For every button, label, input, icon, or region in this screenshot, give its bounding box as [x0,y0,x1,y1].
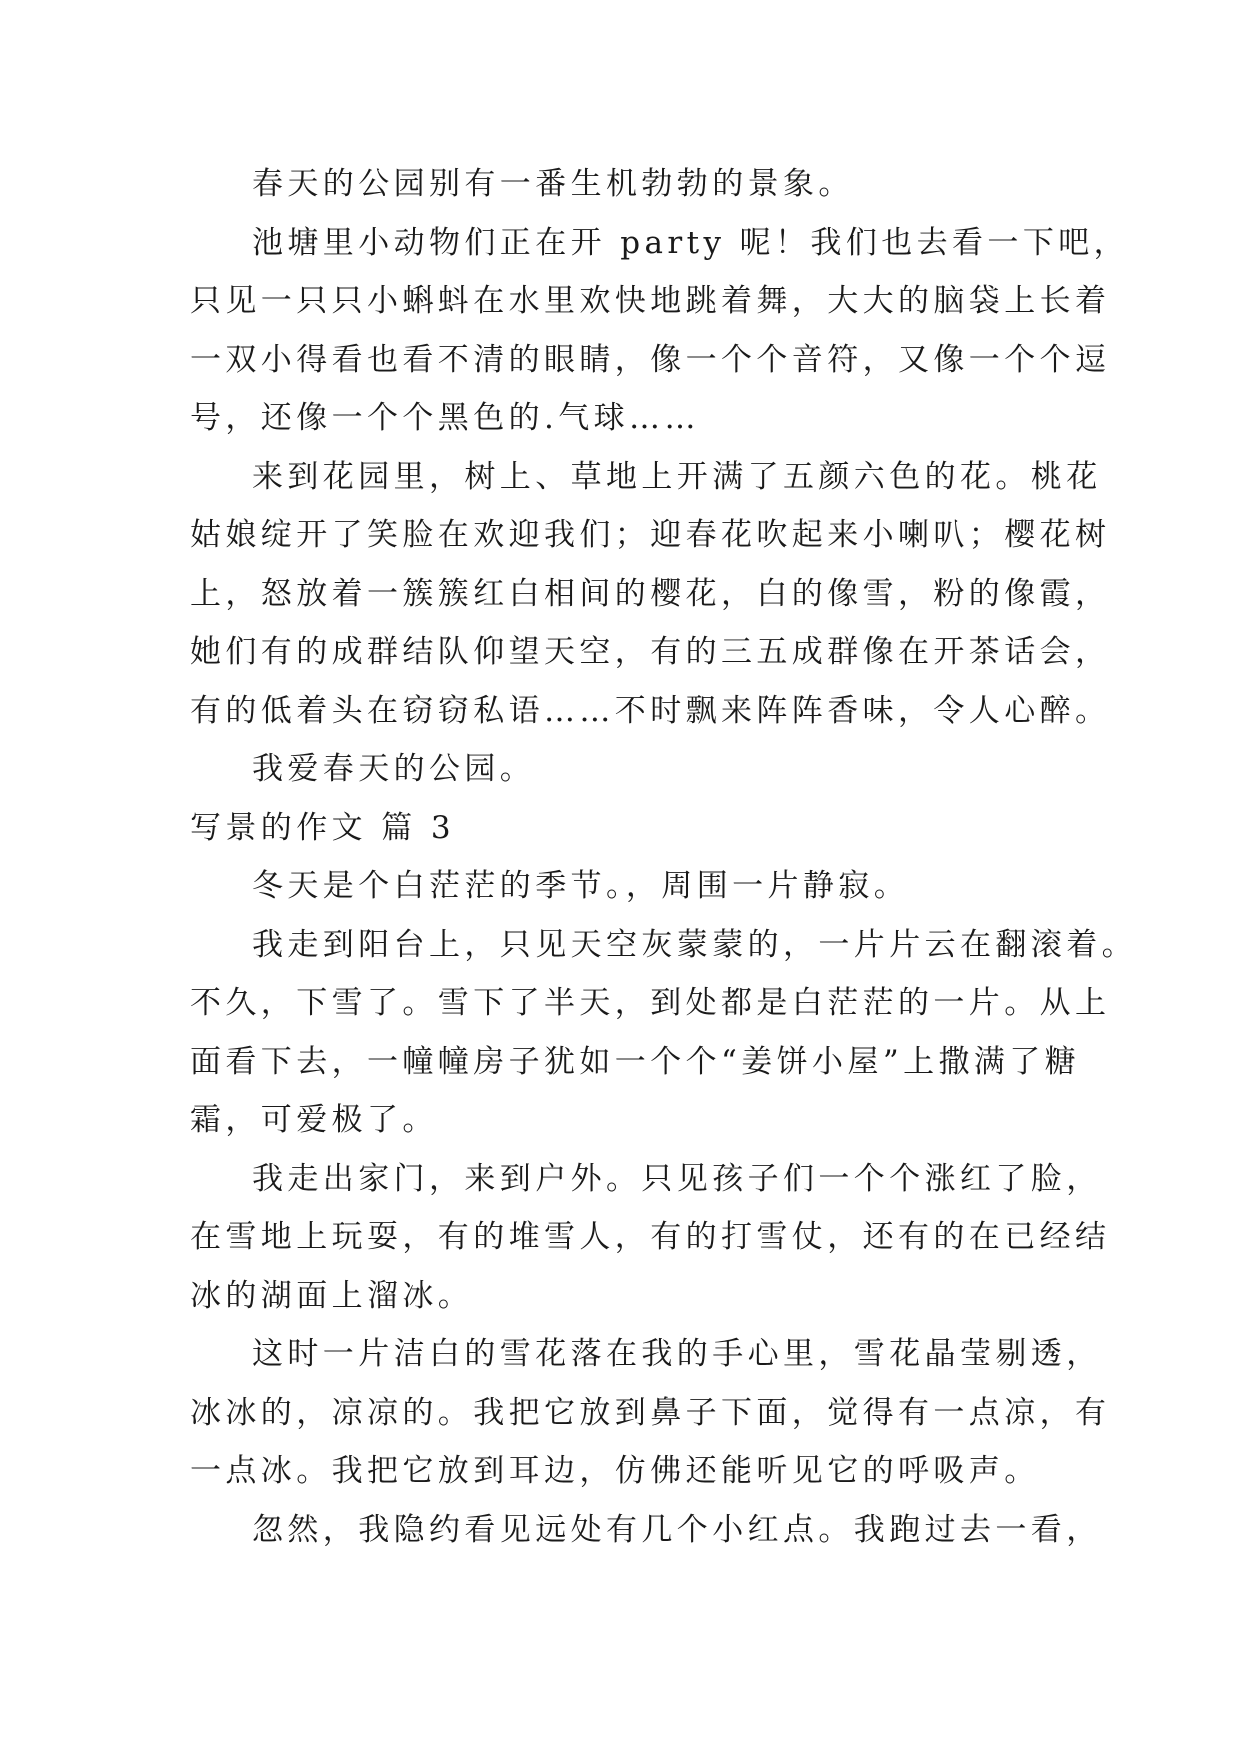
paragraph-5 [190,857,1070,916]
paragraph-2 [190,214,1130,448]
text-line: 我爱春天的公园。 [252,751,536,787]
paragraph-4 [190,740,1070,799]
text-line: 池塘里小动物们正在开 party 呢！我们也去看一下吧， [252,224,1130,261]
text-line: 我走到阳台上，只见天空灰蒙蒙的，一片片云在翻滚着。 [252,926,1137,963]
text-line: 来到花园里，树上、草地上开满了五颜六色的花。桃花 [252,458,1102,495]
text-line: 姑娘绽开了笑脸在欢迎我们；迎春花吹起来小喇叭；樱花树 [190,517,1111,553]
text-line: 忽然，我隐约看见远处有几个小红点。我跑过去一看， [252,1511,1102,1548]
paragraph-9 [190,1501,1102,1560]
text-line: 在雪地上玩耍，有的堆雪人，有的打雪仗，还有的在已经结 [190,1219,1111,1255]
text-line: 只见一只只小蝌蚪在水里欢快地跳着舞，大大的脑袋上长着 [190,283,1111,319]
section-heading [190,799,1070,858]
text-line: 冰冰的，凉凉的。我把它放到鼻子下面，觉得有一点凉，有 [190,1394,1111,1431]
text-line: 冬天是个白茫茫的季节。，周围一片静寂。 [252,868,910,904]
text-line: 一点冰。我把它放到耳边，仿佛还能听见它的呼吸声。 [190,1453,1040,1489]
document-body [190,155,1137,1559]
paragraph-8 [190,1325,1111,1501]
text-line: 不久，下雪了。雪下了半天，到处都是白茫茫的一片。从上 [190,985,1111,1021]
text-line: 这时一片洁白的雪花落在我的手心里，雪花晶莹剔透， [252,1336,1102,1372]
text-line: 有的低着头在窃窃私语……不时飘来阵阵香味，令人心醉。 [190,692,1111,729]
paragraph-3 [190,448,1111,741]
heading-text: 写景的作文 篇 3 [190,809,456,846]
text-line: 号，还像一个个黑色的.气球…… [190,400,700,436]
paragraph-6 [190,916,1137,1150]
text-line: 冰的湖面上溜冰。 [190,1277,474,1314]
paragraph-1 [190,155,1070,214]
text-line: 她们有的成群结队仰望天空，有的三五成群像在开茶话会， [190,634,1111,670]
text-line: 我走出家门，来到户外。只见孩子们一个个涨红了脸， [252,1160,1102,1197]
text-line: 霜，可爱极了。 [190,1102,438,1138]
paragraph-7 [190,1150,1111,1326]
text-line: 一双小得看也看不清的眼睛，像一个个音符，又像一个个逗 [190,341,1111,378]
text-line: 面看下去，一幢幢房子犹如一个个“姜饼小屋”上撒满了糖 [190,1043,1081,1080]
text-line: 上，怒放着一簇簇红白相间的樱花，白的像雪，粉的像霞， [190,575,1111,612]
text-line: 春天的公园别有一番生机勃勃的景象。 [252,166,854,202]
